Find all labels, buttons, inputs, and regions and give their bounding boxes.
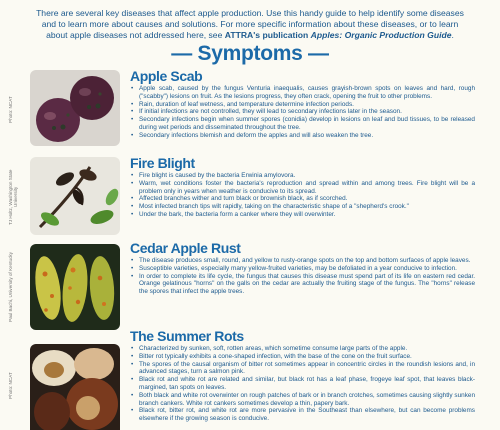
bullet-item: • Rain, duration of leaf wetness, and temperature determine infection periods.	[139, 101, 475, 109]
section-title: The Summer Rots	[130, 328, 244, 344]
bullet-item: • Characterized by sunken, soft, rotten areas, which sometime consume large parts of the apple.	[139, 345, 475, 353]
bullet-item: • Under the bark, the bacteria form a canker where they will overwinter.	[139, 211, 475, 219]
section-content	[130, 240, 475, 296]
bullet-item: • Black rot, bitter rot, and white rot are more pervasive in the Southeast than elsewhere, but can become problems elsewhere if the growing season is conducive.	[139, 407, 475, 423]
bullet-list	[130, 257, 475, 296]
bullet-item: • Secondary infections begin when summer spores (conidia) develop in lesions on leaf and bud tissues, to be released during wet periods and disseminated throughout the tree.	[139, 116, 475, 132]
symptoms-heading: — Symptoms —	[171, 42, 329, 65]
section-content	[130, 328, 475, 423]
apple-scab-image	[30, 70, 120, 146]
bullet-item: • The spores of the causal organism of bitter rot sometimes appear in concentric circles in the roundish lesions and, in advanced stages, turn a salmon pink.	[139, 361, 475, 377]
section-title: Apple Scab	[130, 68, 203, 84]
bullet-item: • Black rot and white rot are related and similar, but black rot has a leaf phase, frogeye leaf spot, that leaves black-margined, tan spots on leaves.	[139, 376, 475, 392]
summer-rots-image	[30, 344, 120, 430]
section-content	[130, 68, 475, 140]
bullet-item: • Both black and white rot overwinter on rough patches of bark or in branch crotches, sometimes causing slightly sunken branch cankers. White rot cankers sometimes develop a thin, papery bark.	[139, 392, 475, 408]
section-title: Cedar Apple Rust	[130, 240, 241, 256]
bullet-item: • In order to complete its life cycle, the fungus that causes this disease must spend part of its life on eastern red cedar. Orange gelatinous "horns" on the galls on the cedar are actually the fruiting stage of the fungus. The "horns" release the spores that infect the apple trees.	[139, 273, 475, 296]
bullet-list	[130, 172, 475, 219]
apple-scab-photo	[30, 70, 120, 146]
photo-credit: Photo: NCAT	[8, 372, 13, 400]
bullet-item: • Affected branches wither and turn black or brownish black, as if scorched.	[139, 195, 475, 203]
bullet-item: • The disease produces small, round, and yellow to rusty-orange spots on the top and bottom surfaces of apple leaves.	[139, 257, 475, 265]
cedar-apple-rust-photo	[30, 244, 120, 330]
cedar-apple-rust-image	[30, 244, 120, 330]
bullet-item: • Fire blight is caused by the bacteria Erwinia amylovora.	[139, 172, 475, 180]
section-fire-blight	[8, 153, 475, 237]
summer-rots-photo	[30, 344, 120, 430]
bullet-item: • Secondary infections blemish and deform the apples and will also weaken the tree.	[139, 132, 475, 140]
section-summer-rots	[8, 326, 475, 430]
bullet-item: • Susceptible varieties, especially many yellow-fruited varieties, may be defoliated in a year conducive to infection.	[139, 265, 475, 273]
bullet-item: • Bitter rot typically exhibits a cone-shaped infection, with the base of the cone on the fruit surface.	[139, 353, 475, 361]
photo-credit: TJ Holtz, Washington State University	[8, 169, 18, 225]
section-title: Fire Blight	[130, 155, 195, 171]
fire-blight-image	[30, 157, 120, 235]
photo-credit: Paul Bachi, University of Kentucky	[8, 252, 13, 322]
bullet-item: • If initial infections are not controlled, they will lead to secondary infections later in the season.	[139, 108, 475, 116]
bullet-list	[130, 345, 475, 423]
bullet-item: • Most infected branch tips wilt rapidly, taking on the characteristic shape of a "shepherd's crook."	[139, 203, 475, 211]
intro-publication-link[interactable]: Apples: Organic Production Guide	[310, 29, 452, 40]
section-apple-scab	[8, 66, 475, 148]
fire-blight-photo	[30, 157, 120, 235]
photo-credit: Photo: NCAT	[8, 96, 13, 124]
intro-text: There are several key diseases that affect apple production. Use this handy guide to help identify some diseases and to learn more about causes and solutions. For more specific information about these diseases, or to learn about apple diseases not addressed here, see	[36, 8, 464, 40]
intro-end: .	[451, 29, 454, 40]
intro-paragraph	[30, 8, 470, 40]
section-cedar-apple-rust	[8, 238, 475, 334]
bullet-list	[130, 85, 475, 140]
bullet-item: • Apple scab, caused by the fungus Venturia inaequalis, causes grayish-brown spots on leaves and hard, rough ("scabby") lesions on fruit. As the lesions progress, they often crack, opening the fruit to other problems.	[139, 85, 475, 101]
bullet-item: • Warm, wet conditions foster the bacteria's reproduction and spread within and among trees. Fire blight will be a problem only in years when weather is conducive to its spread.	[139, 180, 475, 196]
intro-publication-prefix: ATTRA's publication	[224, 29, 311, 40]
section-content	[130, 155, 475, 219]
